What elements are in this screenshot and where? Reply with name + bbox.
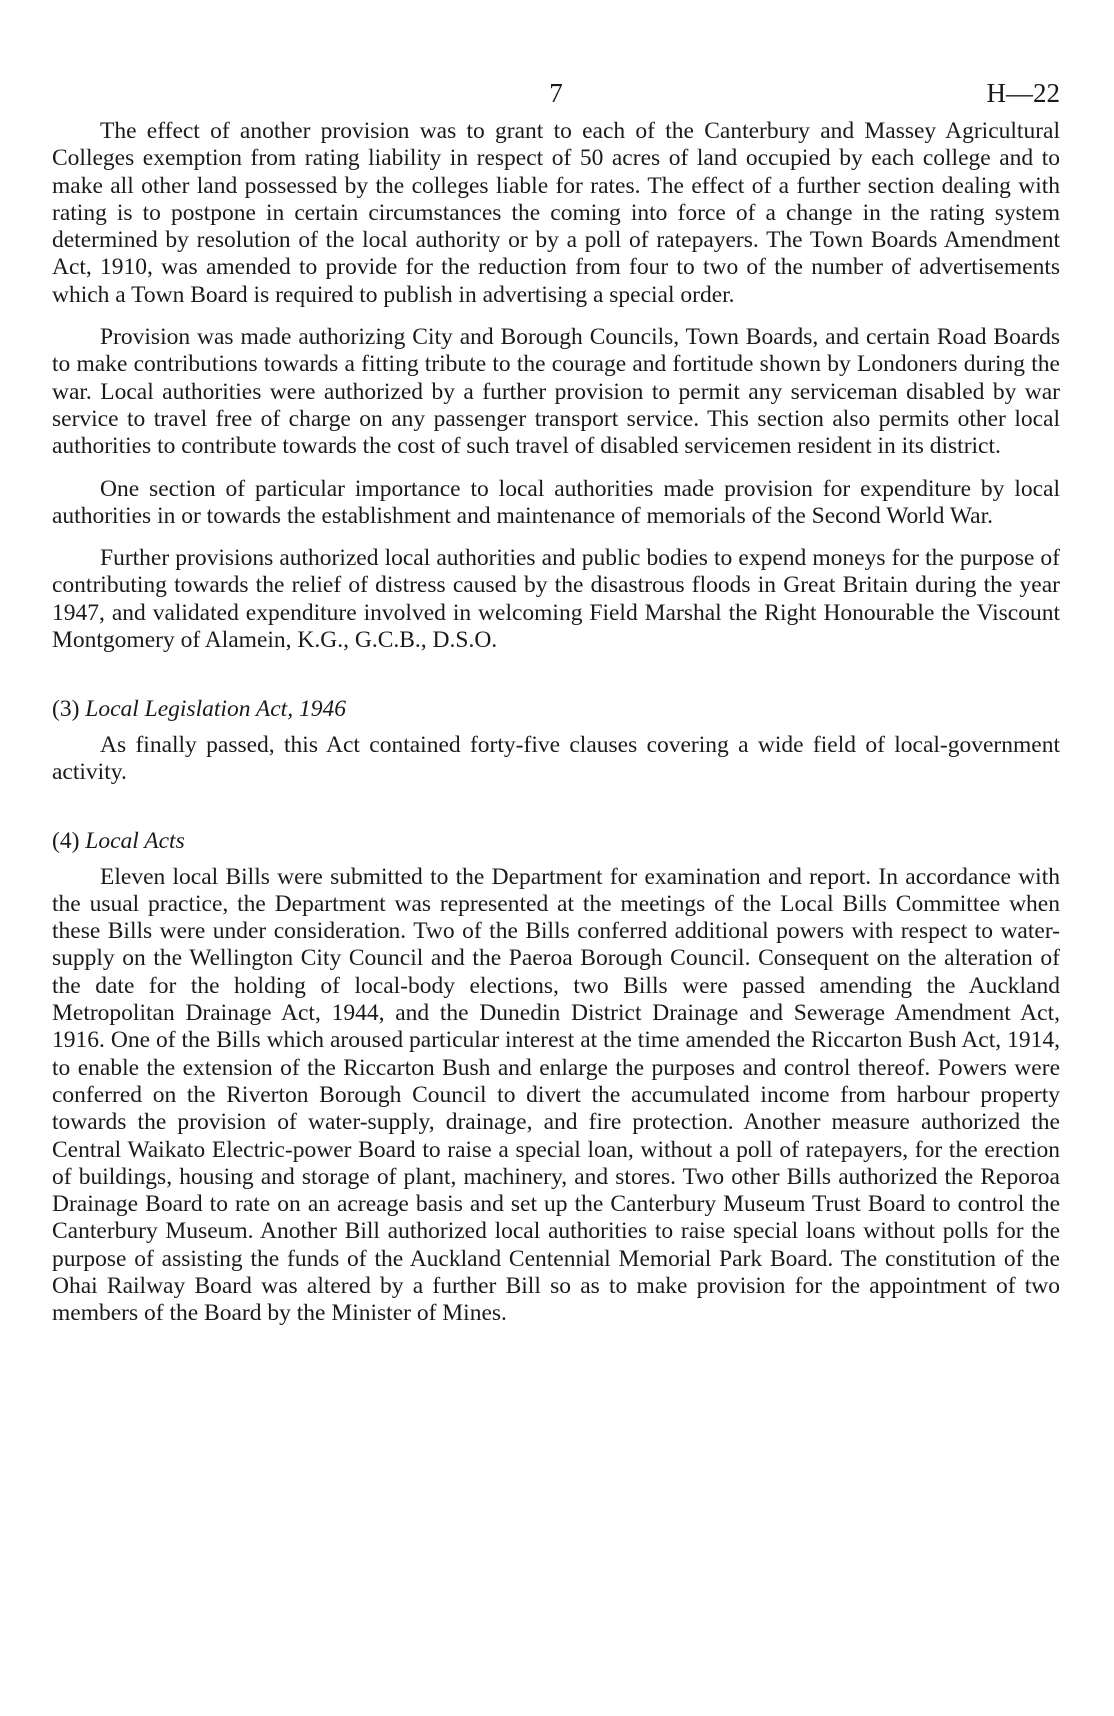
document-reference: H—22 — [986, 78, 1060, 108]
paragraph-war-memorials: One section of particular importance to local authorities made provision for expenditure by local authorities in or towards the establishment and maintenance of memorials of the Second World War. — [52, 475, 1060, 529]
paragraph-local-legislation-act: As finally passed, this Act contained forty-five clauses covering a wide field of local-government activity. — [52, 731, 1060, 785]
document-page — [52, 78, 1060, 1328]
section-number: (3) — [52, 696, 80, 723]
section-number: (4) — [52, 828, 80, 855]
section-title: Local Acts — [85, 828, 185, 855]
section-heading-local-legislation-act — [52, 696, 1060, 723]
section-title: Local Legislation Act, 1946 — [85, 696, 346, 723]
paragraph-flood-relief: Further provisions authorized local authorities and public bodies to expend moneys for the purpose of contributing towards the relief of distress caused by the disastrous floods in Great Britain during the year 1947, and validated expenditure involved in welcoming Field Marshal the Right Honourable the Viscount Montgomery of Alamein, K.G., G.C.B., D.S.O. — [52, 545, 1060, 654]
section-heading-local-acts — [52, 828, 1060, 855]
page-header — [52, 78, 1060, 118]
paragraph-local-acts: Eleven local Bills were submitted to the Department for examination and report. In accordance with the usual practice, the Department was represented at the meetings of the Local Bills Committee when these Bills were under consideration. Two of the Bills conferred additional powers with respect to water-supply on the Wellington City Council and the Paeroa Borough Council. Consequent on the alteration of the date for the holding of local-body elections, two Bills were passed amending the Auckland Metropolitan Drainage Act, 1944, and the Dunedin District Drainage and Sewerage Amendment Act, 1916. One of the Bills which aroused particular interest at the time amended the Riccarton Bush Act, 1914, to enable the extension of the Riccarton Bush and enlarge the purposes and control thereof. Powers were conferred on the Riverton Borough Council to divert the accumulated income from harbour property towards the provision of water-supply, drainage, and fire protection. Another measure authorized the Central Waikato Electric-power Board to raise a special loan, without a poll of ratepayers, for the erection of buildings, housing and storage of plant, machinery, and stores. Two other Bills authorized the Reporoa Drainage Board to rate on an acreage basis and set up the Canterbury Museum Trust Board to control the Canterbury Museum. Another Bill authorized local authorities to raise special loans without polls for the purpose of assisting the funds of the Auckland Centennial Memorial Park Board. The constitution of the Ohai Railway Board was altered by a further Bill so as to make provision for the appointment of two members of the Board by the Minister of Mines. — [52, 863, 1060, 1327]
page-number: 7 — [549, 78, 563, 108]
paragraph-contributions-provision: Provision was made authorizing City and Borough Councils, Town Boards, and certain Road Boards to make contributions towards a fitting tribute to the courage and fortitude shown by Londoners during the war. Local authorities were authorized by a further provision to permit any serviceman disabled by war service to travel free of charge on any passenger transport service. This section also permits other local authorities to contribute towards the cost of such travel of disabled servicemen resident in its district. — [52, 324, 1060, 460]
paragraph-rating-provisions: The effect of another provision was to grant to each of the Canterbury and Massey Agricultural Colleges exemption from rating liability in respect of 50 acres of land occupied by each college and to make all other land possessed by the colleges liable for rates. The effect of a further section dealing with rating is to postpone in certain circumstances the coming into force of a change in the rating system determined by resolution of the local authority or by a poll of ratepayers. The Town Boards Amendment Act, 1910, was amended to provide for the reduction from four to two of the number of advertisements which a Town Board is required to publish in advertising a special order. — [52, 118, 1060, 308]
